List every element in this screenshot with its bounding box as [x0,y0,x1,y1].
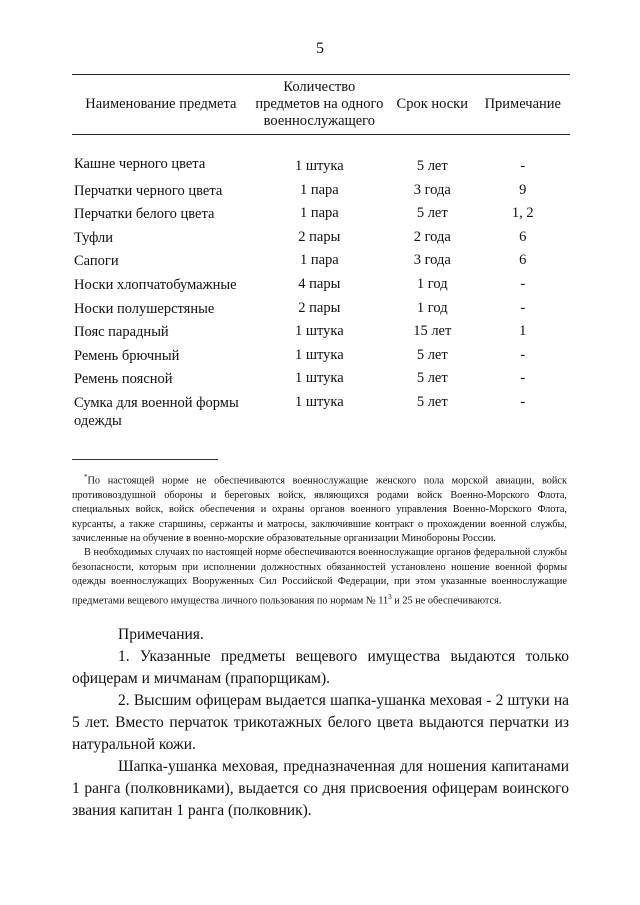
cell-wear-term: 5 лет [416,346,448,363]
cell-item-name: Перчатки черного цвета [74,182,223,199]
cell-item-name: Туфли [74,229,114,246]
cell-wear-term: 3 года [413,181,451,198]
cell-quantity: 1 штука [294,323,344,340]
note-item-2: 2. Высшим офицерам выдается шапка-ушанка меховая - 2 штуки на 5 лет. Вместо перчаток трикотажных белого цвета выдаются перчатки из натуральной кожи. [72,692,569,753]
cell-wear-term: 5 лет [416,205,448,222]
cell-quantity: 1 штука [294,370,344,387]
cell-note: 1, 2 [511,205,534,222]
cell-note: - [520,346,526,363]
cell-wear-term: 5 лет [416,393,448,410]
cell-wear-term: 2 года [413,228,451,245]
notes-title: Примечания. [118,626,204,643]
cell-note: 1 [519,323,527,340]
header-item-name: Наименование предмета [72,75,250,135]
footnote-paragraph-1 [72,470,567,546]
cell-note: - [520,275,526,292]
table-body [72,135,570,433]
note-item-1: 1. Указанные предметы вещевого имущества выдаются только офицерам и мичманам (прапорщикам). [72,648,569,687]
cell-quantity: 1 штука [294,158,344,174]
table-row [72,344,570,368]
table-row [72,226,570,250]
cell-wear-term: 3 года [413,252,451,269]
cell-item-name: Сумка для военной формы одежды [74,394,239,429]
cell-item-name: Перчатки белого цвета [74,206,215,223]
cell-quantity: 2 пары [298,299,341,316]
table-row [72,320,570,344]
table-row [72,297,570,321]
cell-quantity: 2 пары [298,228,341,245]
footnote-divider [72,459,218,460]
page-number: 5 [316,40,324,57]
cell-quantity: 1 штука [294,346,344,363]
table-row [72,273,570,297]
footnote-superscript: 3 [388,592,392,601]
table-row [72,249,570,273]
cell-wear-term: 5 лет [416,158,448,174]
cell-note: - [520,393,526,410]
table-header [72,75,570,135]
cell-note: 9 [519,181,527,198]
footnote-text-1: По настоящей норме не обеспечиваются военнослужащие женского пола морской авиации, войск противовоздушной обороны и береговых войск, являющихся родами войск Военно-Морского Флота, специальных войск, войск обеспечения и охраны органов военного управления Военно-Морского Флота, курсанты, а также старшины, сержанты и матросы, заключившие контракт о прохождении военной службы, зачисленные на обучение в военно-морские образовательные организации Минобороны России. [72,475,567,545]
cell-item-name: Сапоги [74,253,119,270]
cell-item-name: Ремень поясной [74,371,173,388]
cell-quantity: 4 пары [298,275,341,292]
footnote [72,470,567,609]
table-header-row [72,75,570,135]
cell-quantity: 1 пара [299,252,339,269]
table-row [72,367,570,391]
cell-quantity: 1 штука [294,393,344,410]
cell-wear-term: 1 год [416,299,448,316]
footnote-text-2b: и 25 не обеспечиваются. [391,595,502,607]
cell-quantity: 1 пара [299,205,339,222]
clothing-norm-table [72,74,570,433]
footnote-text-2a: В необходимых случаях по настоящей норме обеспечиваются военнослужащие органов федеральной службы безопасности, которым при исполнении должностных обязанностей установлено ношение военной формы одежды военнослужащих Вооруженных Сил Российской Федерации, при этом указанные военнослужащие предметами вещевого имущества личного пользования по нормам № 11 [72,547,567,607]
header-note: Примечание [476,75,570,135]
footnote-paragraph-2 [72,546,567,608]
cell-wear-term: 1 год [416,275,448,292]
cell-item-name: Ремень брючный [74,347,180,364]
header-wear-term: Срок носки [389,75,476,135]
cell-item-name: Кашне черного цвета [74,156,206,172]
cell-item-name: Носки полушерстяные [74,300,215,317]
table-row [72,135,570,179]
cell-note: 6 [519,228,527,245]
header-quantity: Количество предметов на одного военнослужащего [250,75,389,135]
cell-note: 6 [519,252,527,269]
cell-wear-term: 15 лет [413,323,452,340]
cell-note: - [520,158,526,174]
note-item-3: Шапка-ушанка меховая, предназначенная для ношения капитанами 1 ранга (полковниками), выдается со дня присвоения офицерам воинского звания капитан 1 ранга (полковник). [72,758,569,819]
cell-note: - [520,299,526,316]
cell-item-name: Носки хлопчатобумажные [74,276,237,293]
cell-note: - [520,370,526,387]
cell-quantity: 1 пара [299,181,339,198]
cell-wear-term: 5 лет [416,370,448,387]
cell-item-name: Пояс парадный [74,324,169,341]
footnote-marker: * [84,473,88,481]
table-row [72,202,570,226]
table-row [72,391,570,433]
clothing-norm-table-container [72,74,570,433]
table-row [72,179,570,203]
notes-section [72,624,569,822]
